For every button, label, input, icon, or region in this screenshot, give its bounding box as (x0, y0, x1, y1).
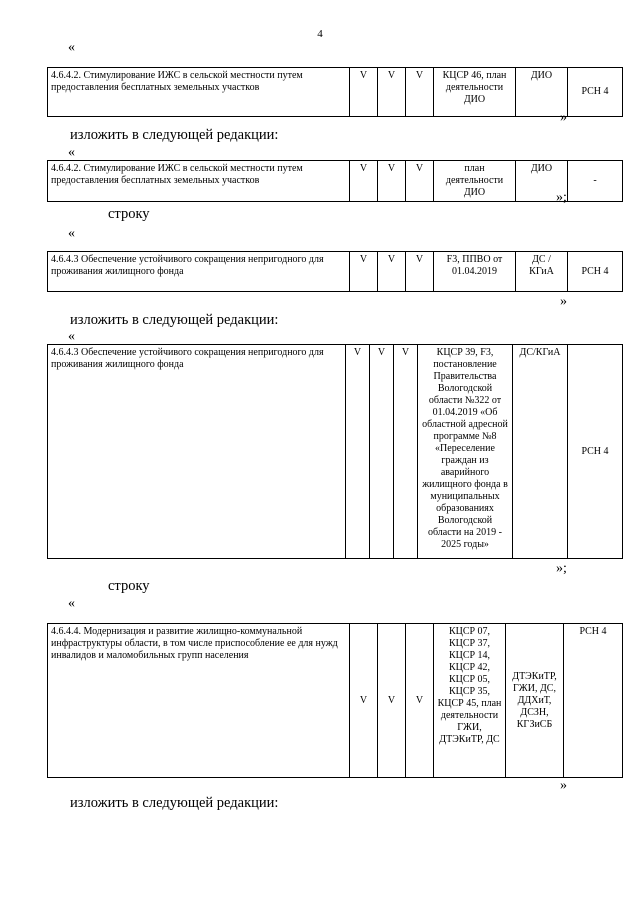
table-new-4642 (47, 160, 623, 202)
close-quote-semicolon: »; (556, 190, 567, 205)
check-mark: V (378, 161, 406, 202)
basis-cell: план деятельности ДИО (434, 161, 516, 202)
phrase-new-edition: изложить в следующей редакции: (70, 795, 279, 811)
code-cell: - (568, 161, 623, 202)
code-cell: РСН 4 (568, 345, 623, 559)
executor-cell: ДИО (516, 161, 568, 202)
check-mark: V (378, 624, 406, 778)
check-mark: V (406, 68, 434, 117)
check-mark: V (406, 252, 434, 292)
table-old-4643 (47, 251, 623, 292)
check-mark: V (350, 624, 378, 778)
executor-cell: ДТЭКиТР, ГЖИ, ДС, ДДХиТ, ДСЗН, КГЗиСБ (506, 624, 564, 778)
check-mark: V (346, 345, 370, 559)
table-old-4642 (47, 67, 623, 117)
code-cell: РСН 4 (564, 624, 623, 778)
basis-cell: F3, ППВО от 01.04.2019 (434, 252, 516, 292)
close-quote: » (560, 110, 567, 125)
open-quote: « (68, 226, 75, 241)
executor-cell: ДС/КГиА (513, 345, 568, 559)
measure-name: 4.6.4.4. Модернизация и развитие жилищно-коммунальной инфраструктуры области, в том числе приспособление ее для нужд инвалидов и маломобильных групп населения (48, 624, 350, 778)
phrase-row: строку (108, 578, 150, 594)
open-quote: « (68, 145, 75, 160)
close-quote-semicolon: »; (556, 561, 567, 576)
code-cell: РСН 4 (568, 68, 623, 117)
check-mark: V (378, 252, 406, 292)
page-number: 4 (317, 28, 323, 40)
check-mark: V (406, 161, 434, 202)
executor-cell: ДИО (516, 68, 568, 117)
check-mark: V (406, 624, 434, 778)
check-mark: V (378, 68, 406, 117)
measure-name: 4.6.4.3 Обеспечение устойчивого сокращения непригодного для проживания жилищного фонда (48, 345, 346, 559)
basis-cell: КЦСР 39, F3, постановление Правительства Вологодской области №322 от 01.04.2019 «Об областной адресной программе №8 «Переселение граждан из аварийного жилищного фонда в муниципальных образованиях Вологодской области на 2019 - 2025 годы» (418, 345, 513, 559)
code-cell: РСН 4 (568, 252, 623, 292)
phrase-new-edition: изложить в следующей редакции: (70, 127, 279, 143)
phrase-new-edition: изложить в следующей редакции: (70, 312, 279, 328)
basis-cell: КЦСР 07, КЦСР 37, КЦСР 14, КЦСР 42, КЦСР 05, КЦСР 35, КЦСР 45, план деятельности ГЖИ, ДТЭКиТР, ДС (434, 624, 506, 778)
open-quote: « (68, 596, 75, 611)
measure-name: 4.6.4.3 Обеспечение устойчивого сокращения непригодного для проживания жилищного фонда (48, 252, 350, 292)
close-quote: » (560, 778, 567, 793)
check-mark: V (350, 252, 378, 292)
measure-name: 4.6.4.2. Стимулирование ИЖС в сельской местности путем предоставления бесплатных земельных участков (48, 161, 350, 202)
open-quote: « (68, 40, 75, 55)
basis-cell: КЦСР 46, план деятельности ДИО (434, 68, 516, 117)
open-quote: « (68, 329, 75, 344)
table-old-4644 (47, 623, 623, 778)
phrase-row: строку (108, 206, 150, 222)
executor-cell: ДС / КГиА (516, 252, 568, 292)
check-mark: V (350, 161, 378, 202)
check-mark: V (370, 345, 394, 559)
measure-name: 4.6.4.2. Стимулирование ИЖС в сельской местности путем предоставления бесплатных земельных участков (48, 68, 350, 117)
table-new-4643 (47, 344, 623, 559)
check-mark: V (394, 345, 418, 559)
check-mark: V (350, 68, 378, 117)
close-quote: » (560, 294, 567, 309)
